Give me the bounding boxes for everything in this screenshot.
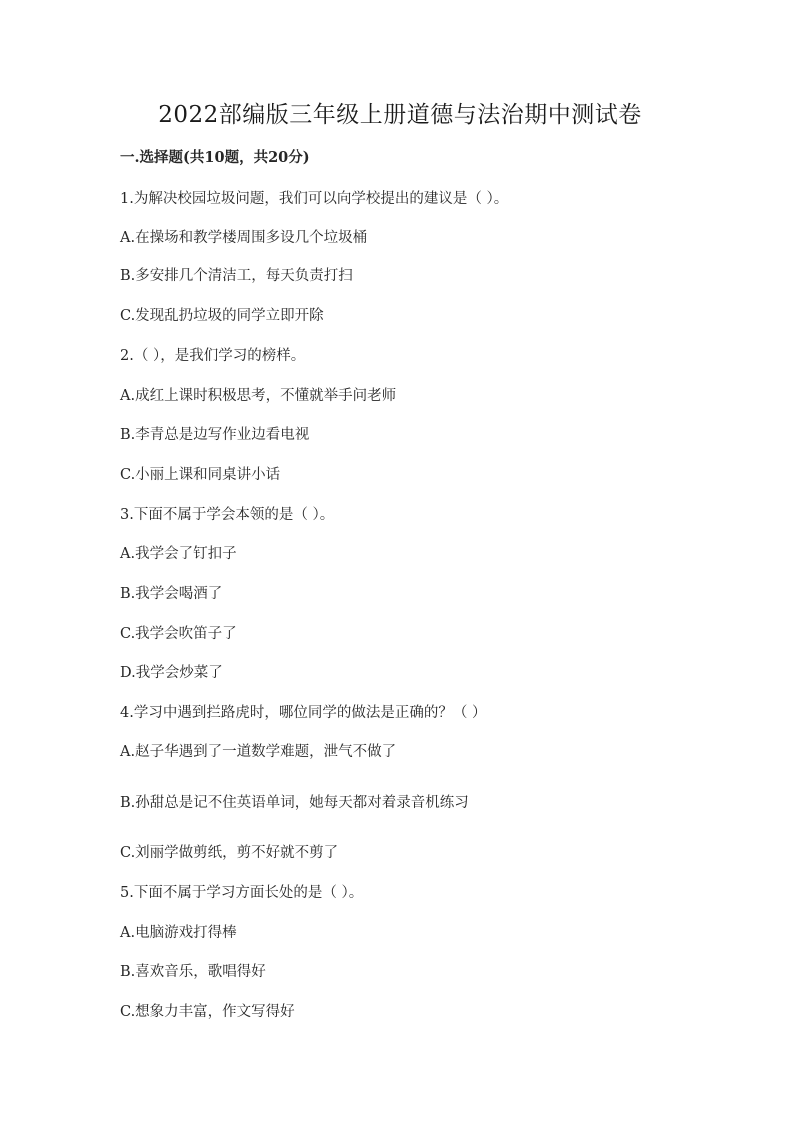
question-option: C.小丽上课和同桌讲小话 [120, 467, 281, 483]
section-heading: 一.选择题(共10题，共20分) [120, 149, 310, 166]
question-option: B.多安排几个清洁工，每天负责打扫 [120, 268, 353, 284]
question-stem: 4.学习中遇到拦路虎时，哪位同学的做法是正确的？（ ） [120, 705, 487, 721]
question-stem: 1.为解决校园垃圾问题，我们可以向学校提出的建议是（ ）。 [120, 191, 509, 207]
question-option: B.李青总是边写作业边看电视 [120, 427, 310, 443]
question-stem: 3.下面不属于学会本领的是（ ）。 [120, 507, 335, 523]
question-option: A.赵子华遇到了一道数学难题，泄气不做了 [120, 744, 397, 760]
question-option: C.想象力丰富，作文写得好 [120, 1004, 295, 1020]
question-option: A.我学会了钉扣子 [120, 546, 237, 562]
question-option: C.刘丽学做剪纸，剪不好就不剪了 [120, 845, 339, 861]
question-stem: 5.下面不属于学习方面长处的是（ ）。 [120, 885, 364, 901]
document-title: 2022部编版三年级上册道德与法治期中测试卷 [158, 102, 642, 128]
question-option: D.我学会炒菜了 [120, 665, 223, 681]
question-option: A.电脑游戏打得棒 [120, 925, 237, 941]
question-option: C.发现乱扔垃圾的同学立即开除 [120, 308, 324, 324]
question-option: B.喜欢音乐，歌唱得好 [120, 964, 266, 980]
question-option: A.在操场和教学楼周围多设几个垃圾桶 [120, 230, 368, 246]
question-option: C.我学会吹笛子了 [120, 626, 237, 642]
question-option: A.成红上课时积极思考，不懂就举手问老师 [120, 388, 397, 404]
question-stem: 2.（ ），是我们学习的榜样。 [120, 348, 306, 364]
question-option: B.我学会喝酒了 [120, 586, 223, 602]
question-option: B.孙甜总是记不住英语单词，她每天都对着录音机练习 [120, 795, 469, 811]
